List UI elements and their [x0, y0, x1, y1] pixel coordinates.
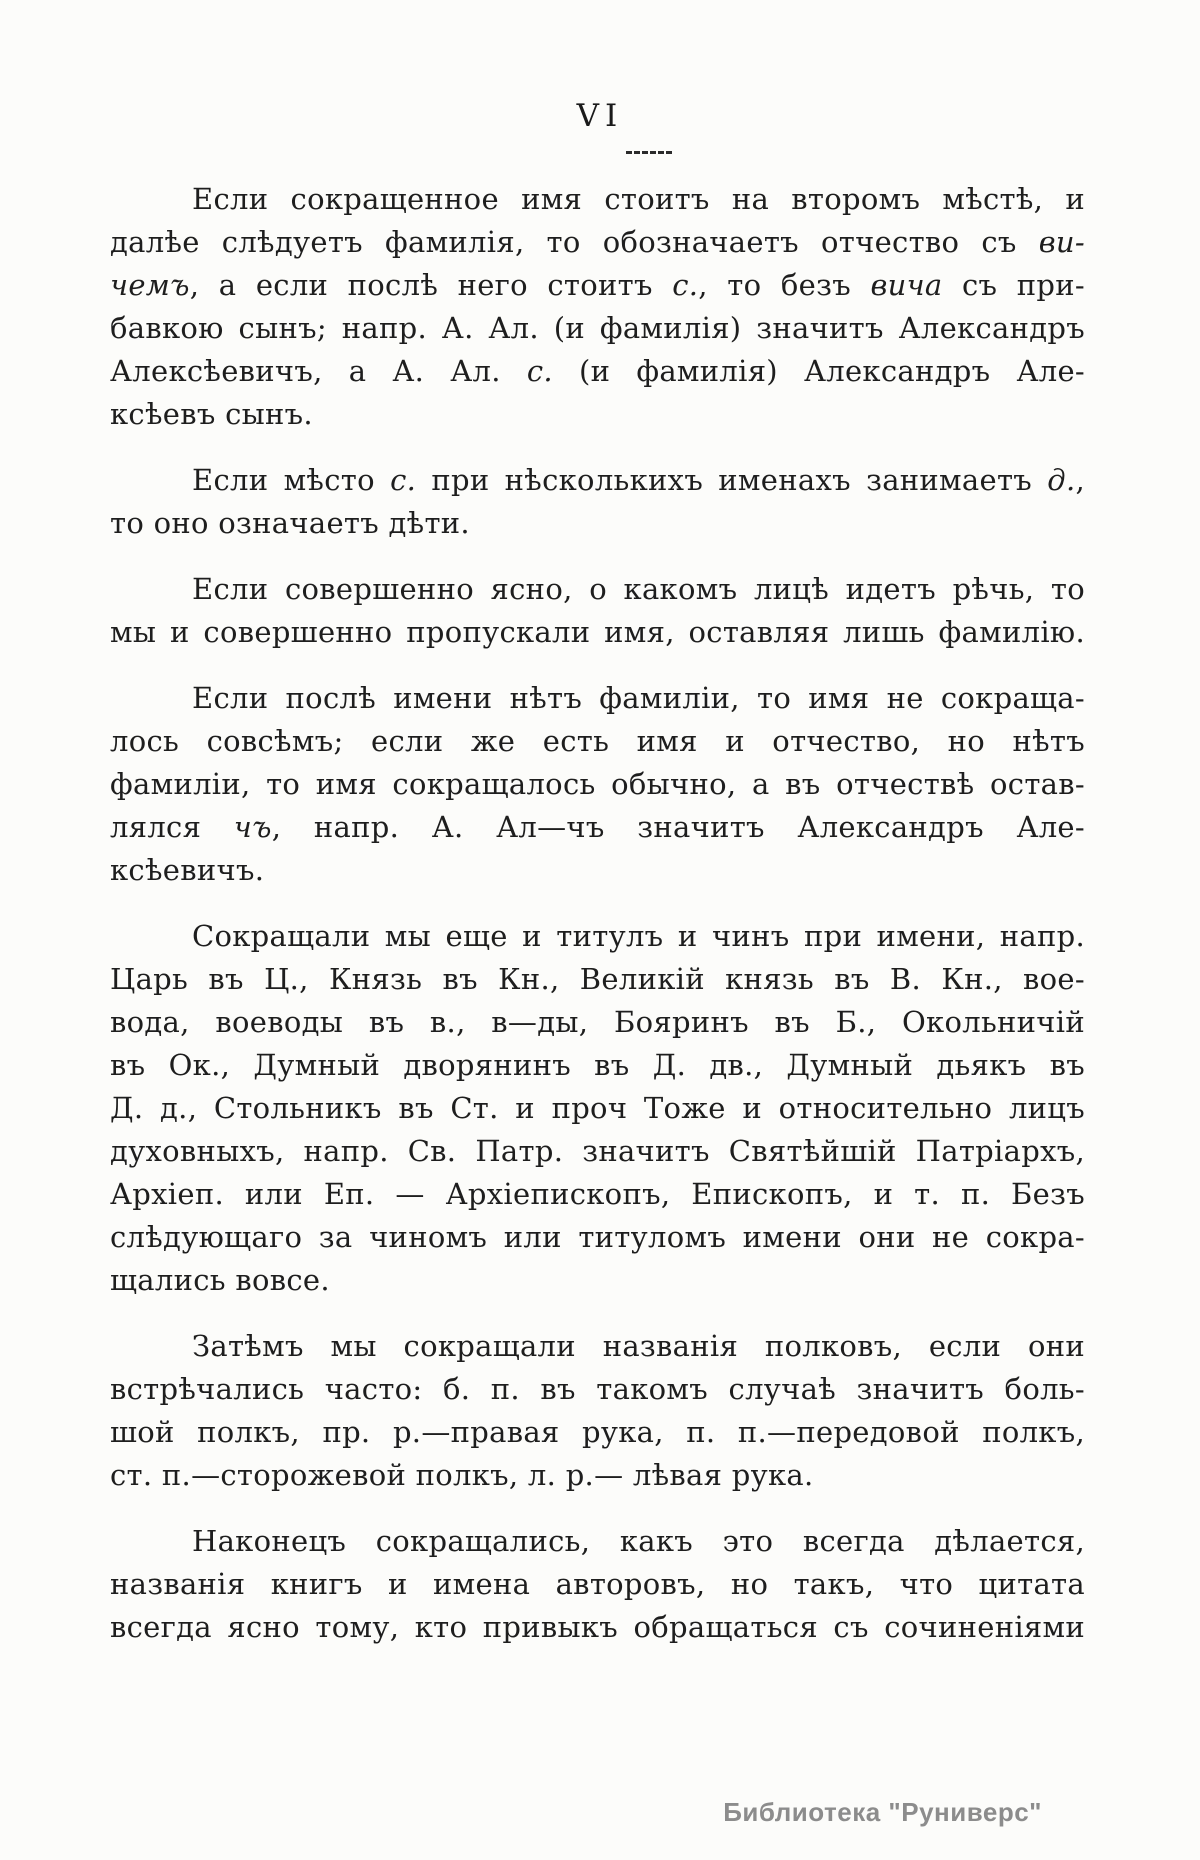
text-line — [110, 849, 1085, 892]
text-line — [110, 915, 1085, 958]
paragraph — [110, 459, 1085, 545]
text-block — [110, 178, 1085, 1649]
library-watermark: Библиотека "Руниверс" — [723, 1797, 1042, 1827]
text-line — [110, 720, 1085, 763]
paragraph — [110, 568, 1085, 654]
italic-text-segment: д. — [1047, 463, 1076, 497]
text-line — [110, 568, 1085, 611]
text-line — [110, 178, 1085, 221]
text-line — [110, 502, 1085, 545]
text-segment: , а если послѣ него стоитъ — [189, 268, 673, 302]
text-line — [110, 1563, 1085, 1606]
text-segment: Если мѣсто — [192, 463, 391, 497]
italic-text-segment: с. — [390, 463, 417, 497]
text-segment: ст. п.—сторожевой полкъ, л. р.— лѣвая рука. — [110, 1458, 814, 1492]
text-segment: , то безъ — [698, 268, 871, 302]
text-segment: Д. д., Стольникъ въ Ст. и проч Тоже и относительно лицъ — [110, 1091, 1085, 1125]
text-segment: въ Ок., Думный дворянинъ въ Д. дв., Думный дьякъ въ — [110, 1048, 1085, 1082]
text-segment: Архіеп. или Еп. — Архіепископъ, Епископъ, и т. п. Безъ — [110, 1177, 1085, 1211]
text-segment: щались вовсе. — [110, 1263, 330, 1297]
text-line — [110, 264, 1085, 307]
text-segment: Алексѣевичъ, а А. Ал. — [110, 354, 527, 388]
text-segment: , напр. А. Ал—чъ значитъ Александръ Але- — [271, 810, 1085, 844]
text-line — [110, 1216, 1085, 1259]
text-line — [110, 1130, 1085, 1173]
text-segment: то оно означаетъ дѣти. — [110, 506, 470, 540]
text-segment: Сокращали мы еще и титулъ и чинъ при имени, напр. — [192, 919, 1085, 953]
italic-text-segment: с. — [526, 354, 553, 388]
text-segment: Если совершенно ясно, о какомъ лицѣ идетъ рѣчь, то — [192, 572, 1085, 606]
text-line — [110, 1325, 1085, 1368]
text-segment: мы и совершенно пропускали имя, оставляя лишь фамилію. — [110, 615, 1085, 649]
text-segment: Царь въ Ц., Князь въ Кн., Великій князь въ В. Кн., вое- — [110, 962, 1085, 996]
text-segment: при нѣсколькихъ именахъ занимаетъ — [416, 463, 1048, 497]
text-segment: ксѣевъ сынъ. — [110, 397, 313, 431]
paragraph — [110, 915, 1085, 1302]
text-segment: всегда ясно тому, кто привыкъ обращаться съ сочиненіями — [110, 1610, 1085, 1644]
text-segment: слѣдующаго за чиномъ или титуломъ имени они не сокра- — [110, 1220, 1085, 1254]
italic-text-segment: ви- — [1038, 225, 1085, 259]
text-segment: духовныхъ, напр. Св. Патр. значитъ Святѣйшій Патріархъ, — [110, 1134, 1085, 1168]
text-segment: шой полкъ, пр. р.—правая рука, п. п.—передовой полкъ, — [110, 1415, 1085, 1449]
text-segment: вода, воеводы въ в., в—ды, Бояринъ въ Б., Окольничій — [110, 1005, 1085, 1039]
text-segment: ксѣевичъ. — [110, 853, 265, 887]
text-segment: встрѣчались часто: б. п. въ такомъ случаѣ значитъ боль- — [110, 1372, 1085, 1406]
text-segment: , — [1075, 463, 1085, 497]
header-divider-dashes — [626, 151, 672, 154]
paragraph — [110, 1520, 1085, 1649]
text-segment: далѣе слѣдуетъ фамилія, то обозначаетъ отчество съ — [110, 225, 1039, 259]
text-line — [110, 1173, 1085, 1216]
text-line — [110, 611, 1085, 654]
text-segment: лялся — [110, 810, 234, 844]
text-line — [110, 350, 1085, 393]
paragraph — [110, 677, 1085, 892]
text-segment: Наконецъ сокращались, какъ это всегда дѣлается, — [192, 1524, 1085, 1558]
text-segment: бавкою сынъ; напр. А. Ал. (и фамилія) значитъ Александръ — [110, 311, 1085, 345]
text-segment: названія книгъ и имена авторовъ, но такъ, что цитата — [110, 1567, 1085, 1601]
text-segment: Если послѣ имени нѣтъ фамиліи, то имя не сокраща- — [192, 681, 1085, 715]
paragraph — [110, 1325, 1085, 1497]
text-line — [110, 1606, 1085, 1649]
text-segment: фамиліи, то имя сокращалось обычно, а въ отчествѣ остав- — [110, 767, 1085, 801]
italic-text-segment: чъ — [233, 810, 272, 844]
text-line — [110, 1368, 1085, 1411]
page-number: VI — [576, 98, 624, 134]
text-line — [110, 459, 1085, 502]
text-line — [110, 221, 1085, 264]
text-segment: Затѣмъ мы сокращали названія полковъ, если они — [192, 1329, 1085, 1363]
italic-text-segment: чемъ — [110, 268, 190, 302]
text-line — [110, 763, 1085, 806]
text-line — [110, 393, 1085, 436]
text-line — [110, 958, 1085, 1001]
text-segment: Если сокращенное имя стоитъ на второмъ мѣстѣ, и — [192, 182, 1085, 216]
text-segment: лось совсѣмъ; если же есть имя и отчество, но нѣтъ — [110, 724, 1085, 758]
paragraph — [110, 178, 1085, 436]
text-line — [110, 677, 1085, 720]
text-line — [110, 1001, 1085, 1044]
text-line — [110, 1520, 1085, 1563]
text-line — [110, 1259, 1085, 1302]
text-line — [110, 1454, 1085, 1497]
text-line — [110, 1044, 1085, 1087]
text-segment: съ при- — [942, 268, 1085, 302]
text-line — [110, 307, 1085, 350]
text-line — [110, 1087, 1085, 1130]
text-segment: (и фамилія) Александръ Але- — [552, 354, 1086, 388]
text-line — [110, 1411, 1085, 1454]
italic-text-segment: вича — [870, 268, 943, 302]
text-line — [110, 806, 1085, 849]
italic-text-segment: с. — [672, 268, 699, 302]
